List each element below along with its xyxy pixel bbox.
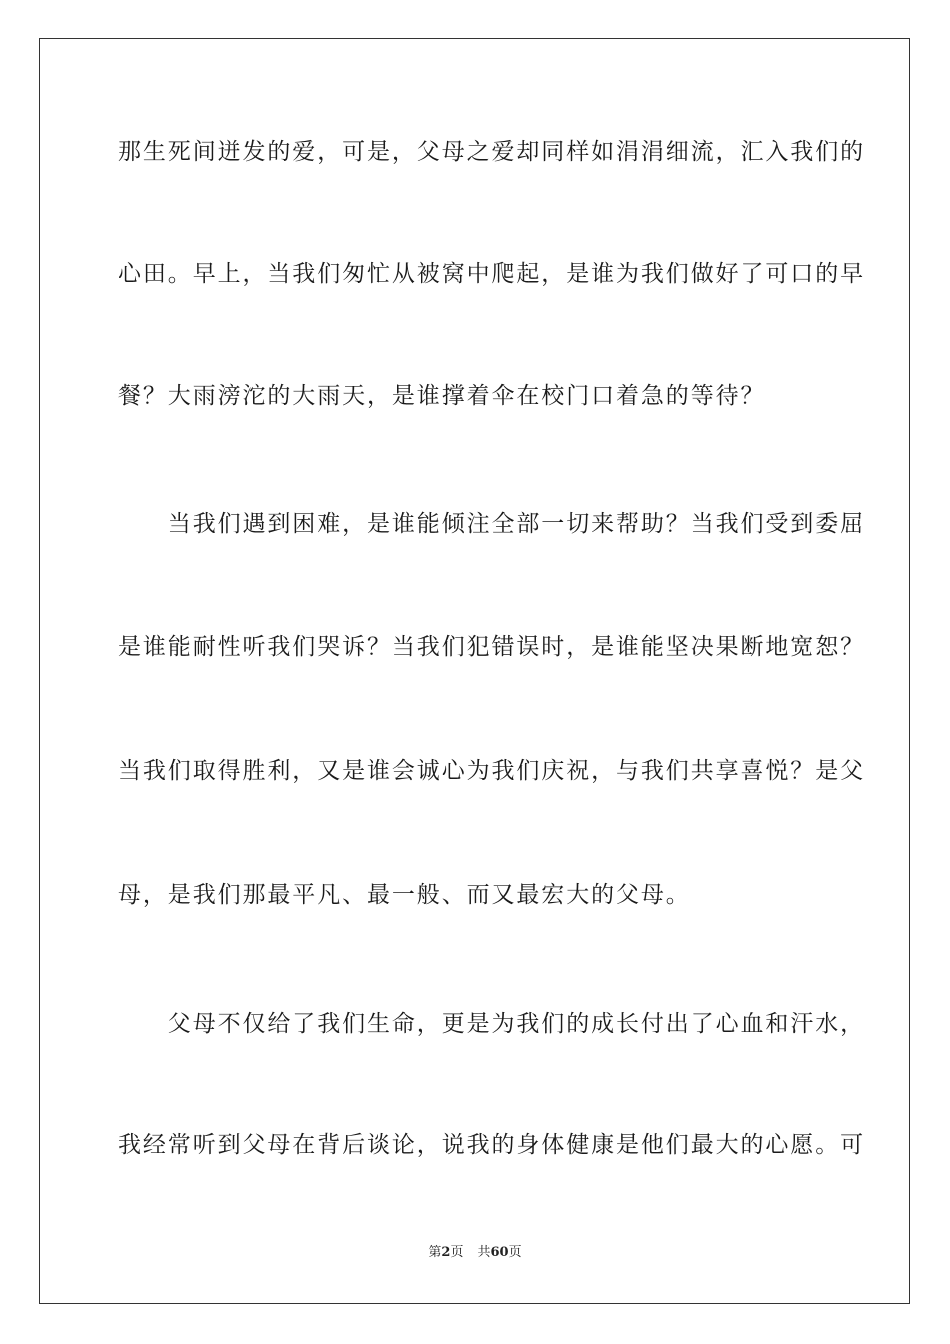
text-line-7: 母，是我们那最平凡、最一般、而又最宏大的父母。 [118,882,691,908]
total-pages: 60 [490,1245,509,1260]
page-number: 2 [441,1245,451,1260]
page-footer [0,1244,950,1262]
text-line-4: 当我们遇到困难，是谁能倾注全部一切来帮助？当我们受到委屈 [118,511,865,537]
text-line-6: 当我们取得胜利，又是谁会诚心为我们庆祝，与我们共享喜悦？是父 [118,758,865,784]
text-line-9: 我经常听到父母在背后谈论，说我的身体健康是他们最大的心愿。可 [118,1132,865,1158]
text-line-2: 心田。早上，当我们匆忙从被窝中爬起，是谁为我们做好了可口的早 [118,261,865,287]
text-line-8: 父母不仅给了我们生命，更是为我们的成长付出了心血和汗水， [118,1011,865,1037]
text-line-1: 那生死间迸发的爱，可是，父母之爱却同样如涓涓细流，汇入我们的 [118,139,865,165]
total-prefix: 共 [477,1245,491,1260]
text-line-5: 是谁能耐性听我们哭诉？当我们犯错误时，是谁能坚决果断地宽恕？ [118,634,865,660]
page-suffix: 页 [450,1245,464,1260]
text-line-3: 餐？大雨滂沱的大雨天，是谁撑着伞在校门口着急的等待？ [118,383,766,409]
page-border [39,38,910,1304]
total-suffix: 页 [508,1245,522,1260]
page-prefix: 第 [428,1245,442,1260]
